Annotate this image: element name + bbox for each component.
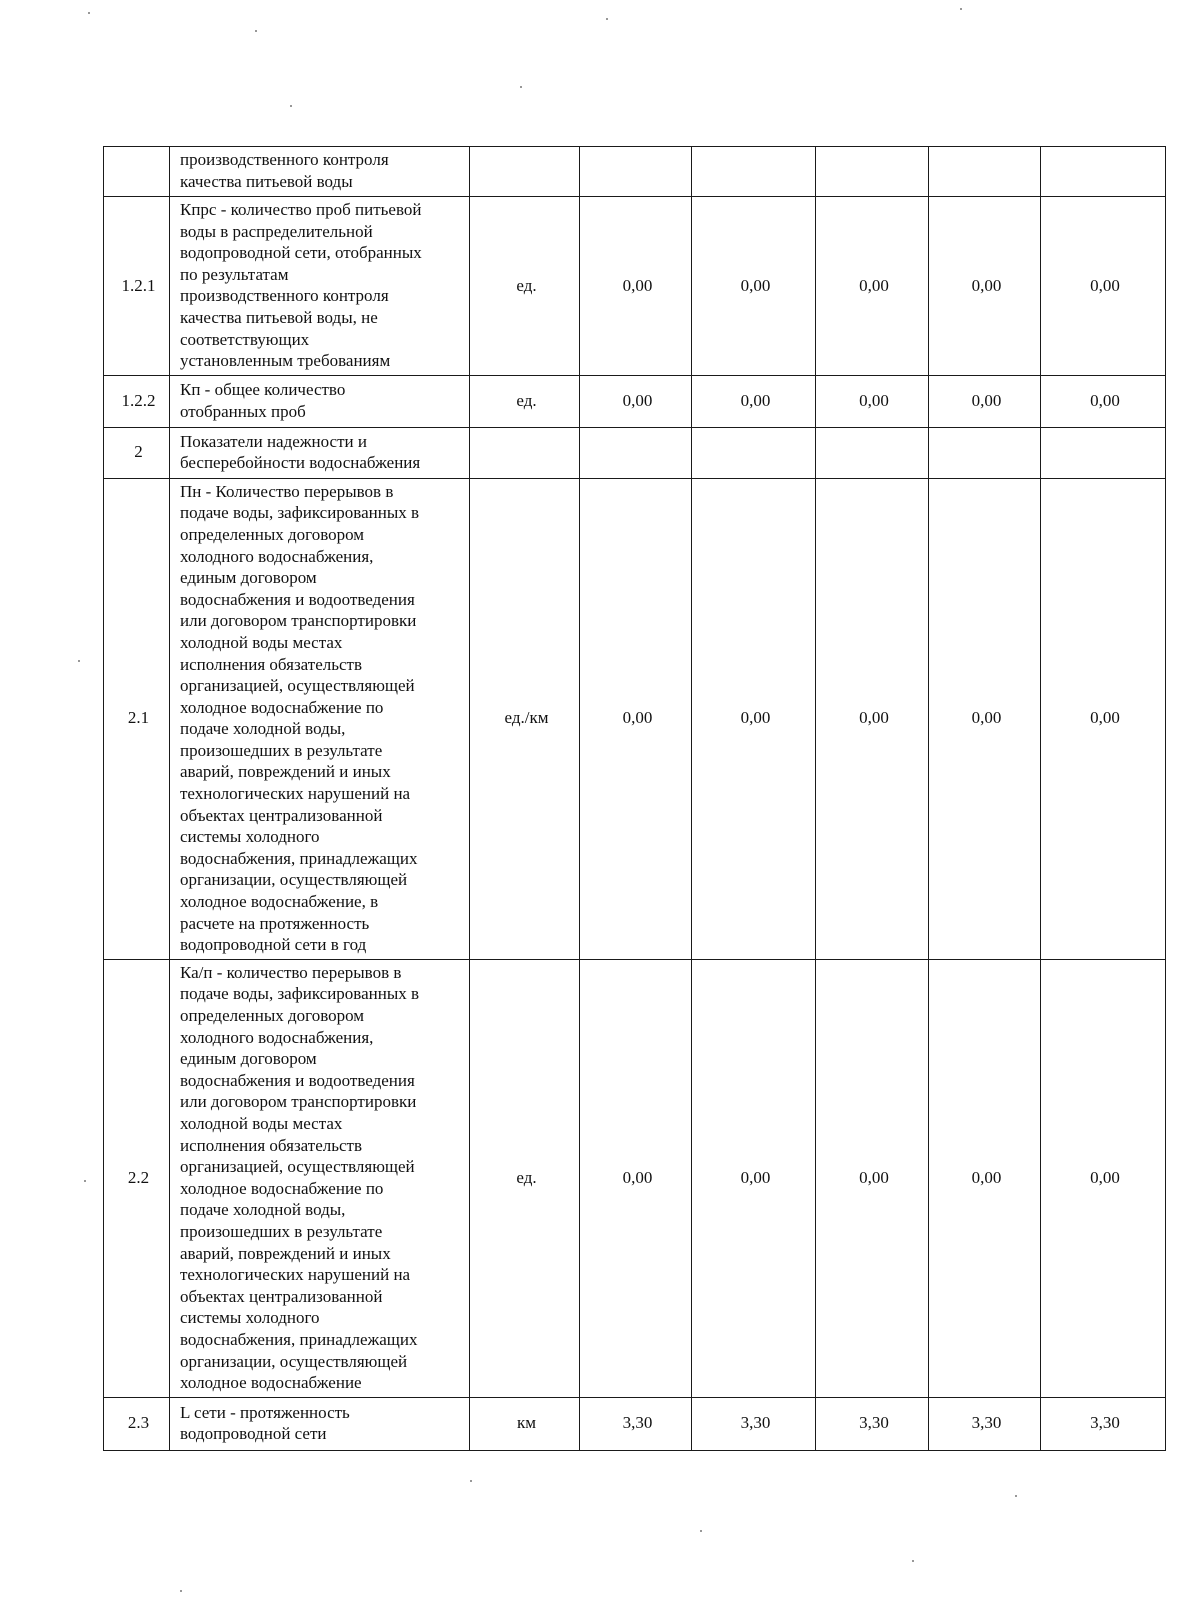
- row-number: [104, 147, 170, 197]
- row-number: 1.2.2: [104, 375, 170, 427]
- table-row: [104, 1397, 1166, 1450]
- description-line: водопроводной сети: [180, 1424, 327, 1444]
- description-line: аварий, повреждений и иных: [180, 1243, 391, 1263]
- indicator-description: [170, 959, 470, 1397]
- description-line: определенных договором: [180, 1006, 365, 1025]
- scan-speck: [912, 1560, 914, 1562]
- description-line: организацией, осуществляющей: [180, 1157, 415, 1177]
- description-line: или договором транспортировки: [180, 1092, 417, 1112]
- description-line: холодного водоснабжения,: [180, 546, 374, 566]
- unit-cell: ед.: [470, 197, 580, 376]
- description-line: Кпрс - количество проб питьевой: [180, 200, 422, 219]
- description-line: соответствующих: [180, 329, 310, 349]
- value-cell: 3,30: [929, 1397, 1041, 1450]
- description-line: подаче воды, зафиксированных в: [180, 503, 420, 523]
- description-line: объектах централизованной: [180, 805, 383, 825]
- value-cell: 0,00: [929, 375, 1041, 427]
- indicator-description: [170, 375, 470, 427]
- description-line: холодное водоснабжение, в: [180, 892, 379, 912]
- value-cell: [580, 427, 692, 478]
- value-cell: [816, 427, 929, 478]
- value-cell: 0,00: [816, 197, 929, 376]
- scan-speck: [700, 1530, 702, 1532]
- description-line: воды в распределительной: [180, 221, 373, 241]
- description-line: подаче холодной воды,: [180, 1200, 346, 1220]
- value-cell: 0,00: [1041, 197, 1166, 376]
- scan-speck: [960, 8, 962, 10]
- value-cell: 0,00: [1041, 375, 1166, 427]
- scan-speck: [255, 30, 257, 32]
- indicators-table: [103, 146, 1166, 1451]
- scan-speck: [78, 660, 80, 662]
- value-cell: 0,00: [692, 375, 816, 427]
- description-line: водоснабжения и водоотведения: [180, 589, 415, 609]
- description-line: системы холодного: [180, 1308, 320, 1328]
- scan-speck: [180, 1590, 182, 1592]
- description-line: подаче холодной воды,: [180, 719, 346, 739]
- unit-cell: ед./км: [470, 478, 580, 959]
- description-line: или договором транспортировки: [180, 611, 417, 631]
- unit-cell: ед.: [470, 959, 580, 1397]
- description-line: бесперебойности водоснабжения: [180, 453, 421, 473]
- value-cell: 3,30: [580, 1397, 692, 1450]
- value-cell: 0,00: [692, 478, 816, 959]
- scan-speck: [88, 12, 90, 14]
- value-cell: 0,00: [692, 959, 816, 1397]
- value-cell: [1041, 147, 1166, 197]
- value-cell: 0,00: [929, 478, 1041, 959]
- indicator-description: [170, 147, 470, 197]
- description-line: системы холодного: [180, 827, 320, 847]
- scan-speck: [290, 105, 292, 107]
- unit-cell: [470, 427, 580, 478]
- description-line: произошедших в результате: [180, 1221, 383, 1241]
- description-line: холодного водоснабжения,: [180, 1027, 374, 1047]
- description-line: объектах централизованной: [180, 1286, 383, 1306]
- value-cell: [929, 147, 1041, 197]
- value-cell: 0,00: [580, 959, 692, 1397]
- description-line: организации, осуществляющей: [180, 1351, 408, 1371]
- description-line: исполнения обязательств: [180, 1135, 362, 1155]
- description-line: по результатам: [180, 264, 289, 284]
- indicator-description: [170, 478, 470, 959]
- value-cell: [692, 147, 816, 197]
- value-cell: [1041, 427, 1166, 478]
- value-cell: [816, 147, 929, 197]
- description-line: Ка/п - количество перерывов в: [180, 962, 402, 982]
- indicator-description: [170, 427, 470, 478]
- unit-cell: ед.: [470, 375, 580, 427]
- description-line: Кп - общее количество: [180, 380, 346, 400]
- table-row: [104, 427, 1166, 478]
- row-number: 2.3: [104, 1397, 170, 1450]
- scan-speck: [84, 1180, 86, 1182]
- value-cell: 0,00: [929, 197, 1041, 376]
- value-cell: [580, 147, 692, 197]
- value-cell: 0,00: [816, 375, 929, 427]
- table-row: [104, 197, 1166, 376]
- description-line: единым договором: [180, 1049, 317, 1069]
- unit-cell: км: [470, 1397, 580, 1450]
- value-cell: 0,00: [816, 478, 929, 959]
- value-cell: 0,00: [580, 197, 692, 376]
- description-line: Показатели надежности и: [180, 431, 367, 451]
- description-line: технологических нарушений на: [180, 784, 411, 804]
- value-cell: 3,30: [692, 1397, 816, 1450]
- description-line: организацией, осуществляющей: [180, 676, 415, 696]
- value-cell: 0,00: [1041, 478, 1166, 959]
- scan-speck: [1015, 1495, 1017, 1497]
- row-number: 2.2: [104, 959, 170, 1397]
- description-line: холодное водоснабжение по: [180, 1178, 384, 1198]
- scan-speck: [470, 1480, 472, 1482]
- description-line: водоснабжения, принадлежащих: [180, 1329, 418, 1349]
- description-line: установленным требованиям: [180, 351, 391, 371]
- table-row: [104, 147, 1166, 197]
- description-line: качества питьевой воды: [180, 172, 353, 191]
- scan-speck: [606, 18, 608, 20]
- value-cell: [929, 427, 1041, 478]
- description-line: исполнения обязательств: [180, 654, 362, 674]
- description-line: определенных договором: [180, 524, 365, 544]
- value-cell: [692, 427, 816, 478]
- description-line: водоснабжения и водоотведения: [180, 1070, 415, 1090]
- table-body: [104, 147, 1166, 1451]
- table-row: [104, 959, 1166, 1397]
- row-number: 2: [104, 427, 170, 478]
- value-cell: 3,30: [1041, 1397, 1166, 1450]
- row-number: 2.1: [104, 478, 170, 959]
- value-cell: 0,00: [580, 478, 692, 959]
- description-line: подаче воды, зафиксированных в: [180, 984, 420, 1004]
- value-cell: 0,00: [929, 959, 1041, 1397]
- scan-speck: [520, 86, 522, 88]
- table-row: [104, 478, 1166, 959]
- description-line: расчете на протяженность: [180, 913, 370, 933]
- description-line: производственного контроля: [180, 150, 389, 170]
- description-line: производственного контроля: [180, 286, 389, 306]
- description-line: L сети - протяженность: [180, 1402, 350, 1422]
- description-line: качества питьевой воды, не: [180, 307, 378, 327]
- description-line: водопроводной сети в год: [180, 935, 367, 955]
- description-line: отобранных проб: [180, 401, 306, 421]
- description-line: организации, осуществляющей: [180, 870, 408, 890]
- value-cell: 0,00: [1041, 959, 1166, 1397]
- value-cell: 0,00: [692, 197, 816, 376]
- description-line: технологических нарушений на: [180, 1265, 411, 1285]
- description-line: холодной воды местах: [180, 1113, 343, 1133]
- description-line: водоснабжения, принадлежащих: [180, 848, 418, 868]
- value-cell: 3,30: [816, 1397, 929, 1450]
- description-line: произошедших в результате: [180, 740, 383, 760]
- value-cell: 0,00: [580, 375, 692, 427]
- value-cell: 0,00: [816, 959, 929, 1397]
- table-row: [104, 375, 1166, 427]
- description-line: единым договором: [180, 568, 317, 588]
- unit-cell: [470, 147, 580, 197]
- description-line: аварий, повреждений и иных: [180, 762, 391, 782]
- description-line: водопроводной сети, отобранных: [180, 243, 422, 263]
- description-line: холодной воды местах: [180, 632, 343, 652]
- indicator-description: [170, 197, 470, 376]
- description-line: холодное водоснабжение по: [180, 697, 384, 717]
- description-line: холодное водоснабжение: [180, 1373, 362, 1393]
- row-number: 1.2.1: [104, 197, 170, 376]
- indicator-description: [170, 1397, 470, 1450]
- description-line: Пн - Количество перерывов в: [180, 481, 394, 501]
